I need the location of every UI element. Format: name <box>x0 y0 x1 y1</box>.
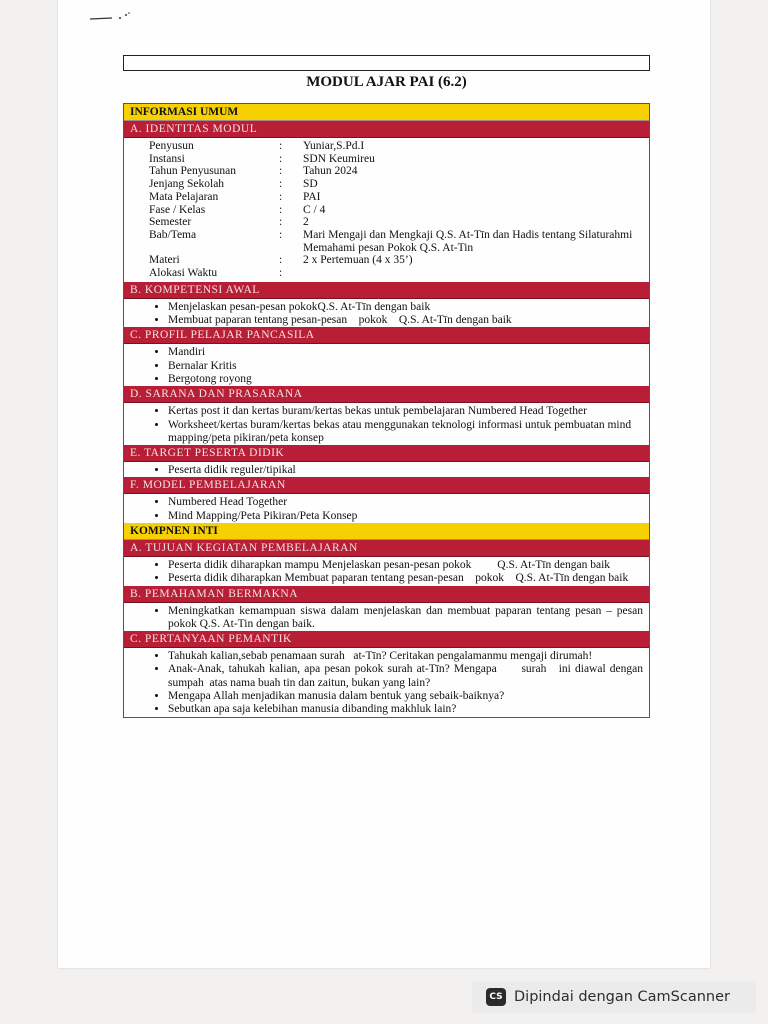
camscanner-label: Dipindai dengan CamScanner <box>514 989 731 1005</box>
list-item: • Peserta didik diharapkan Membuat paparan tentang pesan-pesan pokok Q.S. At-Tīn dengan baik <box>168 572 643 585</box>
section-informasi-umum: INFORMASI UMUM <box>124 104 649 121</box>
heading-sarana: D. SARANA DAN PRASARANA <box>124 386 649 403</box>
identitas-label: Bab/Tema <box>149 228 197 241</box>
identitas-value: 2 <box>303 216 309 229</box>
model-list <box>124 494 649 523</box>
identitas-row <box>149 178 649 191</box>
kompetensi-list <box>124 299 649 328</box>
pertanyaan-list <box>124 648 649 716</box>
list-item: • Mind Mapping/Peta Pikiran/Peta Konsep <box>168 510 643 523</box>
identitas-row <box>149 153 649 166</box>
identitas-value: 2 x Pertemuan (4 x 35’) <box>303 254 413 267</box>
heading-pemahaman: B. PEMAHAMAN BERMAKNA <box>124 586 649 603</box>
list-item: • Tahukah kalian,sebab penamaan surah at-Tīn? Ceritakan pengalamanmu mengaji dirumah! <box>168 650 643 663</box>
identitas-row <box>149 229 649 254</box>
list-item: • Menjelaskan pesan-pesan pokokQ.S. At-Tīn dengan baik <box>168 301 643 314</box>
camscanner-logo-icon: CS <box>486 988 506 1006</box>
tujuan-list <box>124 557 649 586</box>
list-item: • Mandiri <box>168 346 643 359</box>
identitas-row <box>149 254 649 267</box>
list-item: • Mengapa Allah menjadikan manusia dalam bentuk yang sebaik-baiknya? <box>168 690 643 703</box>
list-item: • Numbered Head Together <box>168 496 643 509</box>
heading-kompetensi: B. KOMPETENSI AWAL <box>124 282 649 299</box>
list-item: • Sebutkan apa saja kelebihan manusia dibanding makhluk lain? <box>168 703 643 716</box>
list-item: • Membuat paparan tentang pesan-pesan pokok Q.S. At-Tīn dengan baik <box>168 314 643 327</box>
identitas-value: PAI <box>303 190 321 203</box>
colon-separator: : <box>279 267 283 280</box>
identitas-label: Mata Pelajaran <box>149 190 219 203</box>
colon-separator: : <box>279 140 283 152</box>
list-item: • Kertas post it dan kertas buram/kertas bekas untuk pembelajaran Numbered Head Together <box>168 405 643 418</box>
heading-tujuan: A. TUJUAN KEGIATAN PEMBELAJARAN <box>124 540 649 557</box>
identitas-row <box>149 191 649 204</box>
colon-separator: : <box>279 190 283 203</box>
list-item: • Worksheet/kertas buram/kertas bekas atau menggunakan teknologi informasi untuk pembuatan mind mapping/peta pikiran/peta konsep <box>168 419 643 446</box>
colon-separator: : <box>279 165 283 178</box>
list-item: • Anak-Anak, tahukah kalian, apa pesan pokok surah at-Tīn? Mengapa surah ini diawal dengan sumpah atas nama buah tin dan zaitun, bukan yang lain? <box>168 663 643 690</box>
section-komponen-inti: KOMPNEN INTI <box>124 523 649 540</box>
heading-model: F. MODEL PEMBELAJARAN <box>124 477 649 494</box>
identitas-label: Materi <box>149 254 180 267</box>
colon-separator: : <box>279 152 283 165</box>
pemahaman-list <box>124 603 649 632</box>
heading-pertanyaan: C. PERTANYAAN PEMANTIK <box>124 631 649 648</box>
colon-separator: : <box>279 216 283 229</box>
header-box <box>123 55 650 71</box>
module-table <box>123 103 650 718</box>
heading-identitas: A. IDENTITAS MODUL <box>124 121 649 138</box>
identitas-value: Yuniar,S.Pd.I <box>303 140 365 152</box>
list-item: • Peserta didik diharapkan mampu Menjelaskan pesan-pesan pokok Q.S. At-Tīn dengan baik <box>168 559 643 572</box>
colon-separator: : <box>279 203 283 216</box>
identitas-value: C / 4 <box>303 203 326 216</box>
identitas-table <box>124 138 649 282</box>
identitas-label: Fase / Kelas <box>149 203 206 216</box>
heading-profil: C. PROFIL PELAJAR PANCASILA <box>124 327 649 344</box>
identitas-value <box>303 267 649 280</box>
identitas-label: Semester <box>149 216 192 229</box>
identitas-label: Penyusun <box>149 140 194 152</box>
identitas-label: Tahun Penyusunan <box>149 165 237 178</box>
identitas-row <box>149 216 649 229</box>
identitas-value: Tahun 2024 <box>303 165 358 178</box>
identitas-label: Instansi <box>149 152 185 165</box>
sarana-list <box>124 403 649 445</box>
identitas-value: SD <box>303 178 318 191</box>
identitas-row <box>149 204 649 217</box>
list-item: • Peserta didik reguler/tipikal <box>168 464 643 477</box>
identitas-row <box>149 140 649 153</box>
identitas-label: Jenjang Sekolah <box>149 178 225 191</box>
list-item: • Meningkatkan kemampuan siswa dalam menjelaskan dan membuat paparan tentang pesan – pesan pokok Q.S. At-Tin dengan baik. <box>168 605 643 632</box>
profil-list <box>124 344 649 386</box>
identitas-value: SDN Keumireu <box>303 152 375 165</box>
pen-mark <box>88 10 140 24</box>
colon-separator: : <box>279 178 283 191</box>
target-list <box>124 462 649 477</box>
identitas-row <box>149 267 649 280</box>
camscanner-watermark <box>472 981 756 1013</box>
identitas-value: Mari Mengaji dan Mengkaji Q.S. At-Tīn dan Hadis tentang Silaturahmi Memahami pesan Pokok Q.S. At-Tin <box>303 228 633 254</box>
heading-target: E. TARGET PESERTA DIDIK <box>124 445 649 462</box>
list-item: • Bergotong royong <box>168 373 643 386</box>
colon-separator: : <box>279 228 283 241</box>
list-item: • Bernalar Kritis <box>168 360 643 373</box>
identitas-row <box>149 165 649 178</box>
identitas-label: Alokasi Waktu <box>149 267 218 280</box>
colon-separator: : <box>279 254 283 267</box>
document-title: MODUL AJAR PAI (6.2) <box>306 74 467 90</box>
